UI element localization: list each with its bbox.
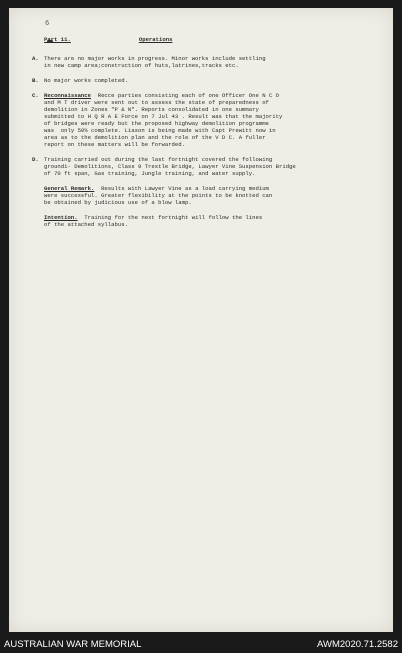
section-title: Operations <box>138 36 173 43</box>
archive-reference: AWM2020.71.2582 <box>317 639 398 650</box>
paragraph-letter: B. <box>32 77 39 84</box>
paragraph-d <box>32 156 382 177</box>
paragraph-b <box>32 77 382 84</box>
general-remark-heading: General Remark. <box>44 185 95 192</box>
general-remark <box>44 185 382 206</box>
paragraph-body <box>44 92 382 148</box>
corner-mark: 6 <box>45 20 50 28</box>
intention-text: Training for the next fortnight will follow the lines of the attached syllabus. <box>44 214 263 228</box>
general-remark-text: Results with Lawyer Vine as a load carrying medium were successful. Greater flexibility at the points to be knotted can be obtained by judicious use of a blow lamp. <box>44 185 273 206</box>
paragraph-text: Training carried out during the last fortnight covered the following groundi- Demolitions, Class 9 Trestle Bridge, Lawyer Vine Suspension Bridge of 70 ft span, Gas training, Jungle training, and water supply. <box>44 156 296 177</box>
paragraph-letter: D. <box>32 156 39 163</box>
paragraph-letter: A. <box>32 55 39 62</box>
paragraph-letter: C. <box>32 92 39 99</box>
paragraph-a <box>32 55 382 69</box>
archive-footer <box>0 636 402 653</box>
document-body <box>32 36 382 236</box>
paragraph-heading: Reconnaissance <box>44 92 91 99</box>
paragraph-text: No major works completed. <box>44 77 128 84</box>
archive-name: AUSTRALIAN WAR MEMORIAL <box>4 639 142 650</box>
part-label: Part 11. <box>44 36 71 43</box>
paragraph-text: Recce parties consisting each of one Officer One N C O and M T driver were sent out to assess the state of preparedness of demolition in Zones "P & N". Reports consolidated in one summary submitted to H Q R A E Force on 7 Jul 43 . Result was that the majority of bridges were ready but the proposed highway demolition programme was only 50% complete. Liason is being made with Capt Prewitt now in area as to the demolition plan and the role of the V D C. A fuller report on these matters will be forwarded. <box>44 92 283 148</box>
paragraph-text: There are no major works in progress. Minor works include settling in new camp area;construction of huts,latrines,tracks etc. <box>44 55 266 69</box>
document-heading <box>44 36 382 43</box>
paragraph-c <box>32 92 382 148</box>
intention-heading: Intention. <box>44 214 78 221</box>
intention <box>44 214 382 228</box>
